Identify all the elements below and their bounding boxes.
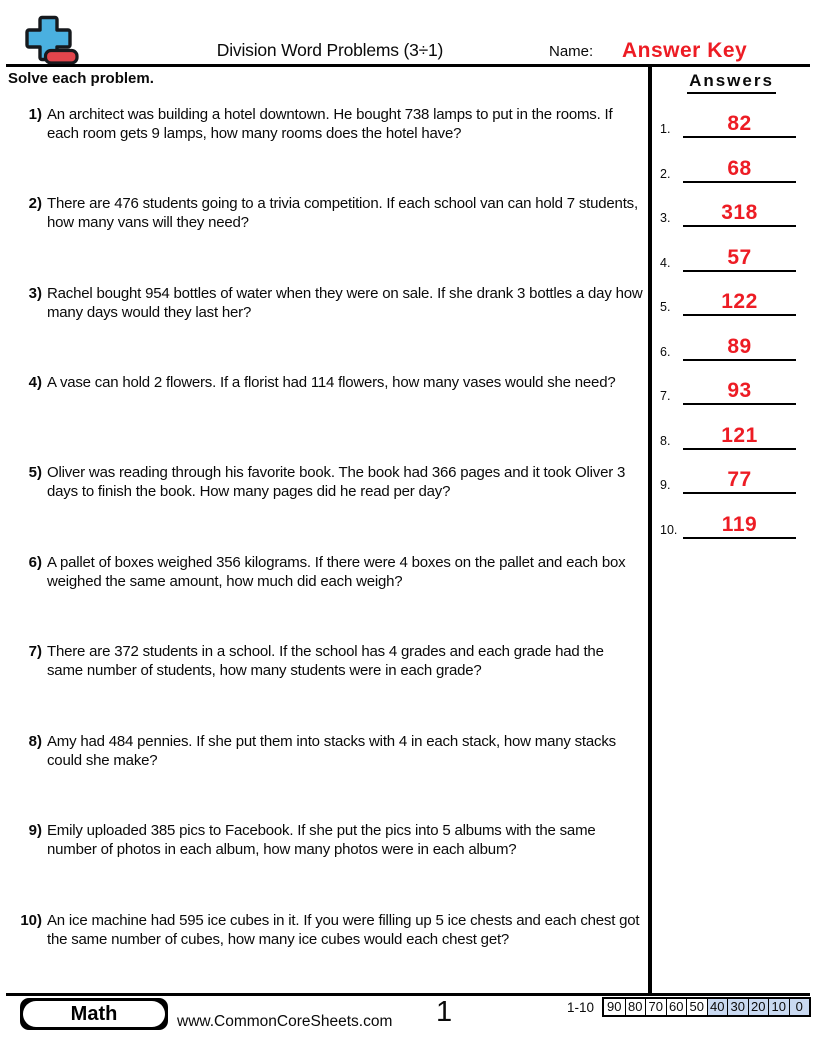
problem-number: 1) bbox=[28, 106, 42, 123]
problem-text: Oliver was reading through his favorite book. The book had 366 pages and it took Oliver 3 days to finish the book. How many pages did he read per day? bbox=[47, 464, 626, 500]
problem-text: Emily uploaded 385 pics to Facebook. If she put the pics into 5 albums with the same number of photos in each album, how many photos were in each album? bbox=[47, 822, 596, 858]
answer-blank-line bbox=[683, 291, 796, 316]
problem-number: 6) bbox=[28, 554, 42, 571]
problem-item bbox=[0, 821, 645, 859]
problem-number: 2) bbox=[28, 195, 42, 212]
score-cell: 40 bbox=[707, 999, 728, 1015]
answer-value: 318 bbox=[721, 201, 758, 224]
page-number: 1 bbox=[436, 996, 453, 1028]
problem-number: 5) bbox=[28, 464, 42, 481]
score-table bbox=[602, 997, 811, 1017]
problem-number: 7) bbox=[28, 643, 42, 660]
header bbox=[0, 0, 816, 64]
problem-number: 9) bbox=[28, 822, 42, 839]
name-label: Name: bbox=[549, 43, 594, 60]
answer-value: 57 bbox=[727, 246, 752, 269]
footer bbox=[0, 996, 816, 1056]
answer-value: 89 bbox=[727, 335, 752, 358]
score-cell: 20 bbox=[748, 999, 769, 1015]
answer-row bbox=[655, 139, 808, 183]
answer-row bbox=[655, 361, 808, 405]
worksheet-title: Division Word Problems (3÷1) bbox=[216, 40, 444, 60]
problem-item bbox=[0, 463, 645, 501]
score-cell: 70 bbox=[645, 999, 666, 1015]
answer-number-label: 1. bbox=[660, 122, 671, 136]
problem-item bbox=[0, 105, 645, 143]
answer-number-label: 8. bbox=[660, 434, 671, 448]
answer-blank-line bbox=[683, 380, 796, 405]
answer-value: 77 bbox=[727, 468, 752, 491]
score-strip bbox=[567, 997, 811, 1017]
answer-blank-line bbox=[683, 514, 796, 539]
problem-text: A vase can hold 2 flowers. If a florist had 114 flowers, how many vases would she need? bbox=[47, 374, 616, 391]
score-cell: 0 bbox=[789, 999, 810, 1015]
answer-number-label: 10. bbox=[660, 523, 678, 537]
problem-item bbox=[0, 373, 645, 392]
answer-key-text: Answer Key bbox=[622, 39, 748, 62]
answer-row bbox=[655, 272, 808, 316]
answer-blank-line bbox=[683, 247, 796, 272]
answer-row bbox=[655, 183, 808, 227]
answer-number-label: 7. bbox=[660, 389, 671, 403]
main-content bbox=[0, 67, 816, 993]
answer-blank-line bbox=[683, 158, 796, 183]
answers-heading: Answers bbox=[687, 71, 776, 94]
problem-text: Rachel bought 954 bottles of water when they were on sale. If she drank 3 bottles a day how many days would they last her? bbox=[47, 285, 643, 321]
answer-number-label: 5. bbox=[660, 300, 671, 314]
problem-text: There are 476 students going to a trivia competition. If each school van can hold 7 students, how many vans will they need? bbox=[47, 195, 638, 231]
answer-number-label: 6. bbox=[660, 345, 671, 359]
answer-number-label: 9. bbox=[660, 478, 671, 492]
problem-number: 10) bbox=[20, 912, 42, 929]
problem-text: There are 372 students in a school. If the school has 4 grades and each grade had the same number of students, how many students were in each grade? bbox=[47, 643, 604, 679]
problem-number: 8) bbox=[28, 733, 42, 750]
answer-row bbox=[655, 495, 808, 539]
answer-number-label: 2. bbox=[660, 167, 671, 181]
answer-blank-line bbox=[683, 202, 796, 227]
answer-value: 82 bbox=[727, 112, 752, 135]
website-url: www.CommonCoreSheets.com bbox=[177, 1013, 393, 1030]
answer-blank-line bbox=[683, 113, 796, 138]
answers-column bbox=[655, 67, 808, 993]
score-cell: 80 bbox=[625, 999, 646, 1015]
answer-blank-line bbox=[683, 336, 796, 361]
answers-divider bbox=[648, 67, 652, 993]
problem-item bbox=[0, 553, 645, 591]
problem-text: Amy had 484 pennies. If she put them into stacks with 4 in each stack, how many stacks could she make? bbox=[47, 733, 616, 769]
score-cell: 90 bbox=[604, 999, 625, 1015]
problem-number: 4) bbox=[28, 374, 42, 391]
problem-number: 3) bbox=[28, 285, 42, 302]
problem-text: An architect was building a hotel downtown. He bought 738 lamps to put in the rooms. If each room gets 9 lamps, how many rooms does the hotel have? bbox=[47, 106, 613, 142]
problem-text: An ice machine had 595 ice cubes in it. If you were filling up 5 ice chests and each chest got the same number of cubes, how many ice cubes would each chest get? bbox=[47, 912, 640, 948]
score-cell: 10 bbox=[768, 999, 789, 1015]
answer-blank-line bbox=[683, 425, 796, 450]
problem-item bbox=[0, 642, 645, 680]
answer-row bbox=[655, 406, 808, 450]
answer-value: 119 bbox=[721, 513, 758, 536]
subject-badge-label: Math bbox=[23, 1001, 165, 1027]
answer-number-label: 4. bbox=[660, 256, 671, 270]
subject-badge bbox=[20, 998, 168, 1030]
score-cell: 50 bbox=[686, 999, 707, 1015]
problem-item bbox=[0, 284, 645, 322]
instruction-text: Solve each problem. bbox=[8, 70, 154, 87]
answer-row bbox=[655, 317, 808, 361]
score-cell: 30 bbox=[727, 999, 748, 1015]
answer-value: 93 bbox=[727, 379, 752, 402]
score-range-label: 1-10 bbox=[566, 999, 594, 1015]
score-cell: 60 bbox=[666, 999, 687, 1015]
problem-item bbox=[0, 732, 645, 770]
answer-value: 121 bbox=[721, 424, 758, 447]
answer-value: 68 bbox=[727, 157, 752, 180]
answer-row bbox=[655, 94, 808, 138]
problem-text: A pallet of boxes weighed 356 kilograms. If there were 4 boxes on the pallet and each box weighed the same amount, how much did each weigh? bbox=[47, 554, 626, 590]
plus-minus-math-logo-icon bbox=[21, 15, 79, 65]
problem-item bbox=[0, 911, 645, 949]
problem-item bbox=[0, 194, 645, 232]
answer-value: 122 bbox=[721, 290, 758, 313]
answer-blank-line bbox=[683, 469, 796, 494]
answer-row bbox=[655, 228, 808, 272]
answer-row bbox=[655, 450, 808, 494]
answer-number-label: 3. bbox=[660, 211, 671, 225]
